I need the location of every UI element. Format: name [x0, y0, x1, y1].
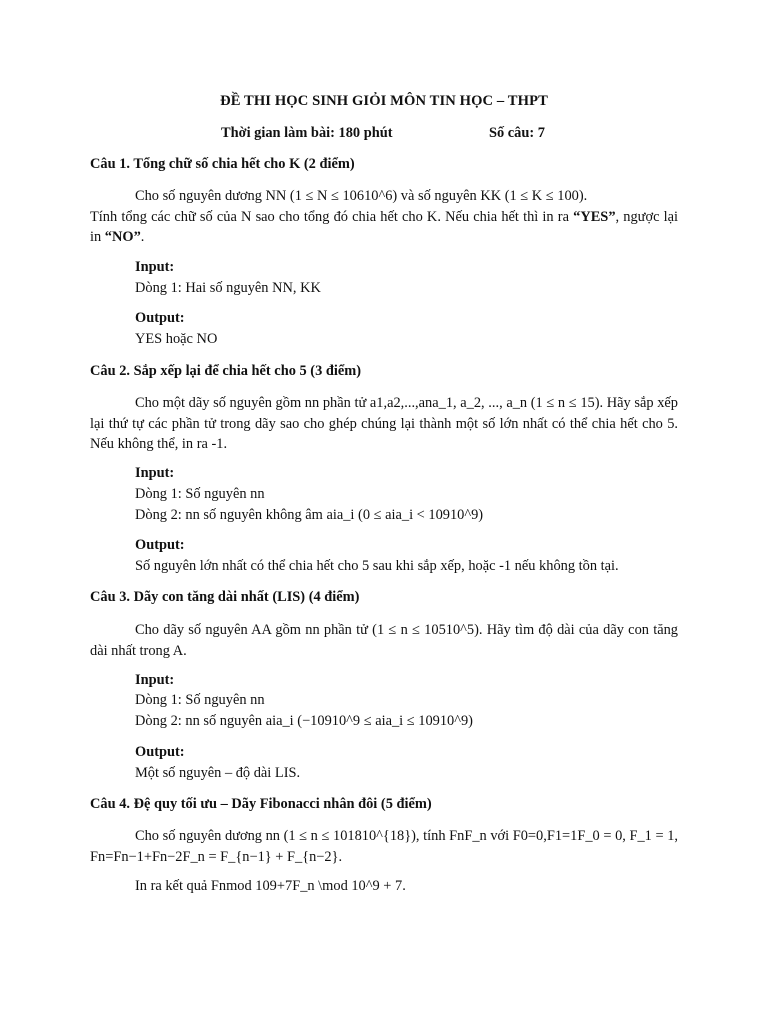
q2-desc-text: Cho một dãy số nguyên gồm nn phần tử a1,a2,...,ana_1, a_2, ..., a_n (1 ≤ n ≤ 15). Hãy sắp xếp lại thứ tự các phần tử trong dãy sao cho ghép chúng lại thành một số lớn nhất có thể chia hết cho 5. Nếu không thể, in ra -1.	[90, 395, 678, 452]
q2-input-line1: Dòng 1: Số nguyên nn	[135, 486, 265, 502]
q1-input-line1: Dòng 1: Hai số nguyên NN, KK	[135, 280, 321, 296]
q1-no: “NO”	[104, 229, 141, 245]
q2-output-line1: Số nguyên lớn nhất có thể chia hết cho 5 sau khi sắp xếp, hoặc -1 nếu không tồn tại.	[135, 558, 619, 574]
q1-desc-a: Tính tổng các chữ số của N sao cho tổng đó chia hết cho K. Nếu chia hết thì in ra	[90, 208, 574, 225]
q1-description	[90, 186, 678, 248]
q1-desc-c: .	[140, 229, 145, 245]
q4-description	[90, 826, 678, 867]
q3-input-line2: Dòng 2: nn số nguyên aia_i (−10910^9 ≤ aia_i ≤ 10910^9)	[135, 713, 473, 729]
q2-heading: Câu 2. Sắp xếp lại để chia hết cho 5 (3 điểm)	[90, 363, 362, 379]
exam-question-count: Số câu: 7	[489, 125, 545, 141]
q2-input-line2: Dòng 2: nn số nguyên không âm aia_i (0 ≤ aia_i < 10910^9)	[135, 507, 484, 523]
q2-input-label: Input:	[135, 465, 175, 481]
q3-heading: Câu 3. Dãy con tăng dài nhất (LIS) (4 điểm)	[90, 589, 360, 605]
q1-output-line1: YES hoặc NO	[135, 331, 218, 347]
q1-desc-b: , ngược lại in	[90, 208, 678, 245]
q2-description	[90, 393, 678, 455]
q3-input-line1: Dòng 1: Số nguyên nn	[135, 692, 265, 708]
q3-output-label: Output:	[135, 744, 185, 760]
q3-desc-text: Cho dãy số nguyên AA gồm nn phần tử (1 ≤ n ≤ 10510^5). Hãy tìm độ dài của dãy con tăng dài nhất trong A.	[90, 622, 678, 659]
exam-title: ĐỀ THI HỌC SINH GIỎI MÔN TIN HỌC – THPT	[220, 93, 548, 109]
q4-heading: Câu 4. Đệ quy tối ưu – Dãy Fibonacci nhân đôi (5 điểm)	[90, 796, 432, 812]
q1-yes: “YES”	[573, 208, 616, 225]
q1-output-label: Output:	[135, 310, 185, 326]
q3-output-line1: Một số nguyên – độ dài LIS.	[135, 765, 301, 781]
q1-heading: Câu 1. Tổng chữ số chia hết cho K (2 điểm)	[90, 156, 355, 172]
q4-result-line: In ra kết quả Fnmod 109+7F_n \mod 10^9 + 7.	[135, 878, 406, 894]
q1-desc-line1: Cho số nguyên dương NN (1 ≤ N ≤ 10610^6) và số nguyên KK (1 ≤ K ≤ 100).	[135, 188, 588, 204]
q2-output-label: Output:	[135, 537, 185, 553]
q3-input-label: Input:	[135, 672, 175, 688]
q1-input-label: Input:	[135, 259, 175, 275]
q4-desc-text: Cho số nguyên dương nn (1 ≤ n ≤ 101810^{18}), tính FnF_n với F0=0,F1=1F_0 = 0, F_1 = 1, Fn=Fn−1+Fn−2F_n = F_{n−1} + F_{n−2}.	[90, 828, 678, 865]
exam-time: Thời gian làm bài: 180 phút	[221, 125, 393, 141]
q3-description	[90, 620, 678, 661]
